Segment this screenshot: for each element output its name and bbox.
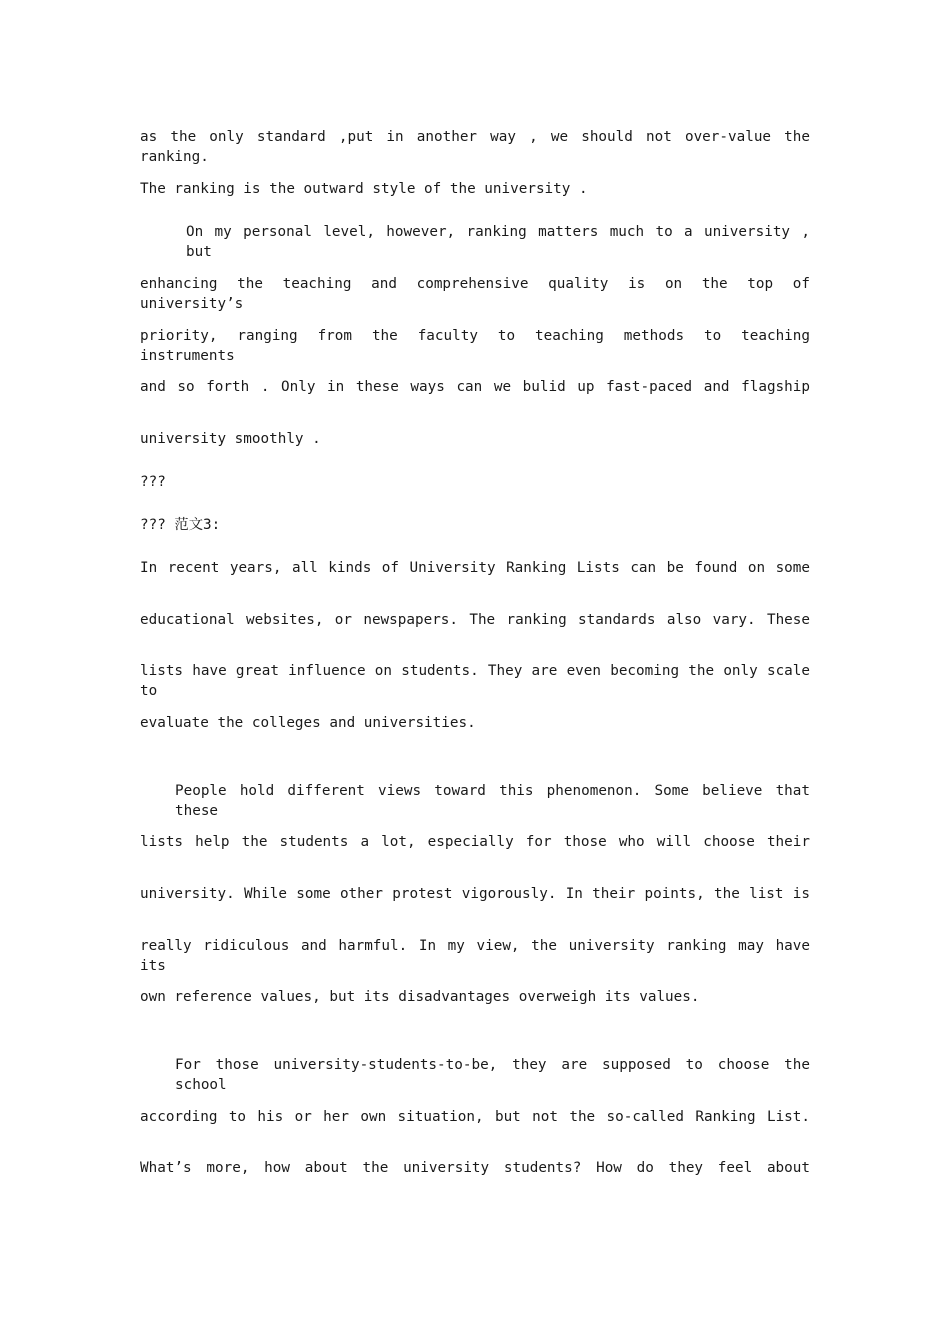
text-line: lists help the students a lot, especially for those who will choose their: [140, 834, 810, 850]
text-line: On my personal level, however, ranking matters much to a university , but: [186, 224, 810, 260]
text-line: and so forth . Only in these ways can we bulid up fast-paced and flagship: [140, 379, 810, 395]
text-line: For those university-students-to-be, they are supposed to choose the school: [175, 1057, 810, 1093]
text-line: The ranking is the outward style of the university .: [140, 181, 588, 197]
text-line: evaluate the colleges and universities.: [140, 715, 476, 731]
text-line: really ridiculous and harmful. In my view, the university ranking may have its: [140, 938, 810, 974]
text-line: university. While some other protest vigorously. In their points, the list is: [140, 886, 810, 902]
text-line: People hold different views toward this phenomenon. Some believe that these: [175, 783, 810, 819]
text-line: according to his or her own situation, but not the so-called Ranking List.: [140, 1109, 810, 1125]
text-line: What’s more, how about the university students? How do they feel about: [140, 1160, 810, 1176]
text-line: lists have great influence on students. They are even becoming the only scale to: [140, 663, 810, 699]
text-line: as the only standard ,put in another way , we should not over-value the ranking.: [140, 129, 810, 165]
text-line: own reference values, but its disadvantages overweigh its values.: [140, 989, 700, 1005]
section-heading: ??? 范文3:: [140, 517, 221, 533]
text-line: ???: [140, 474, 166, 490]
text-line: university smoothly .: [140, 431, 321, 447]
text-line: enhancing the teaching and comprehensive quality is on the top of university’s: [140, 276, 810, 312]
text-line: priority, ranging from the faculty to teaching methods to teaching instruments: [140, 328, 810, 364]
text-line: In recent years, all kinds of University Ranking Lists can be found on some: [140, 560, 810, 576]
text-line: educational websites, or newspapers. The ranking standards also vary. These: [140, 612, 810, 628]
